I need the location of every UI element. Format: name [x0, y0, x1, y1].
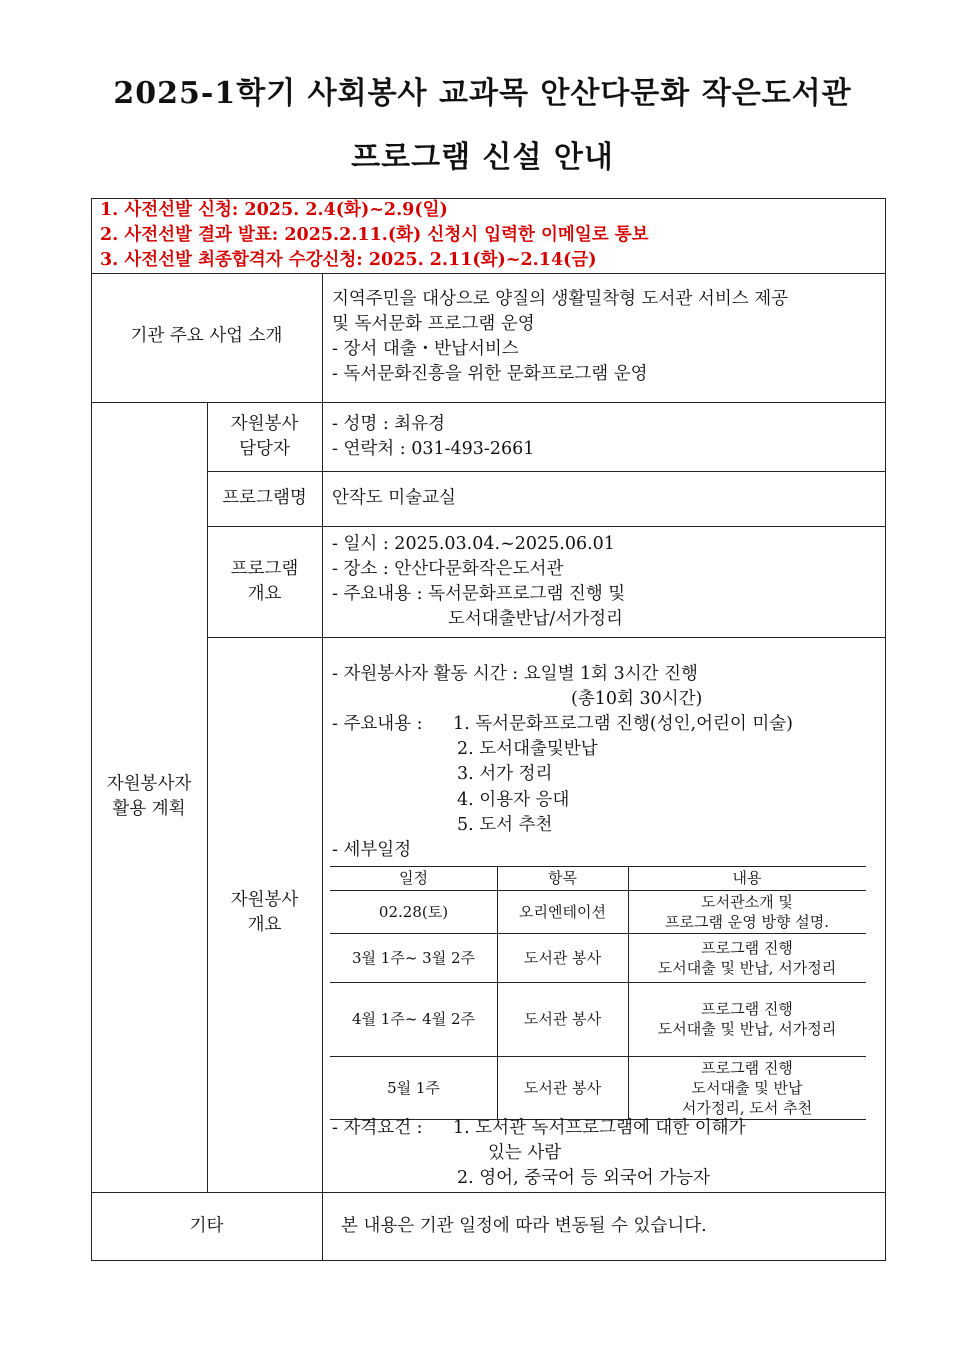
- schedule-date: 02.28(토): [378, 902, 449, 921]
- schedule-date: 5월 1주: [387, 1078, 440, 1097]
- main-content-item: 1. 독서문화프로그램 진행(성인,어린이 미술): [453, 714, 793, 734]
- schedule-table: [330, 866, 866, 1120]
- document-title: 2025-1학기 사회봉사 교과목 안산다문화 작은도서관: [113, 76, 852, 111]
- schedule-content: [628, 982, 866, 1056]
- org-intro-line: 지역주민을 대상으로 양질의 생활밀착형 도서관 서비스 제공: [332, 289, 788, 309]
- schedule-content: [628, 933, 866, 982]
- notice-registration-period: 3. 사전선발 최종합격자 수강신청: 2025. 2.11(화)~2.14(금): [100, 250, 597, 270]
- table-rule: [207, 637, 886, 638]
- activity-total: (총10회 30시간): [571, 689, 703, 709]
- schedule-content-line: 프로그램 진행: [701, 938, 793, 957]
- main-content-item: 3. 서가 정리: [457, 764, 553, 784]
- org-intro-line: - 독서문화진흥을 위한 문화프로그램 운영: [332, 364, 648, 384]
- overview-line: - 일시 : 2025.03.04.~2025.06.01: [332, 534, 615, 554]
- notice-application-period: 1. 사전선발 신청: 2025. 2.4(화)~2.9(일): [100, 200, 448, 220]
- schedule-content-line: 도서대출 및 반납, 서가정리: [657, 958, 837, 977]
- volunteer-overview-label: 개요: [247, 915, 282, 935]
- qualification-label: - 자격요건 :: [332, 1118, 423, 1138]
- overview-line: - 주요내용 : 독서문화프로그램 진행 및: [332, 584, 626, 604]
- schedule-content: [628, 1056, 866, 1119]
- schedule-content-line: 서가정리, 도서 추천: [681, 1098, 813, 1117]
- schedule-header-date: 일정: [399, 869, 428, 887]
- manager-label: 담당자: [239, 439, 290, 459]
- table-rule: [207, 402, 208, 1192]
- main-content-item: 5. 도서 추천: [457, 815, 553, 835]
- etc-label: 기타: [189, 1216, 224, 1236]
- schedule-item: 도서관 봉사: [523, 948, 602, 967]
- schedule-item: 도서관 봉사: [523, 1010, 602, 1028]
- etc-value: 본 내용은 기관 일정에 따라 변동될 수 있습니다.: [341, 1216, 707, 1236]
- schedule-content-line: 도서대출 및 반납: [691, 1078, 803, 1097]
- program-name-label: 프로그램명: [222, 488, 307, 508]
- org-intro-line: 및 독서문화 프로그램 운영: [332, 314, 535, 334]
- table-rule: [91, 1192, 886, 1193]
- schedule-item: 오리엔테이션: [519, 902, 606, 921]
- schedule-label: - 세부일정: [332, 840, 412, 860]
- qualification-item: 2. 영어, 중국어 등 외국어 가능자: [457, 1168, 710, 1188]
- schedule-content: [628, 890, 866, 933]
- plan-label: 자원봉사자: [106, 774, 192, 794]
- schedule-date: 3월 1주~ 3월 2주: [351, 948, 475, 967]
- main-content-label: - 주요내용 :: [332, 714, 423, 734]
- schedule-content-line: 도서관소개 및: [701, 892, 793, 911]
- overview-line: - 장소 : 안산다문화작은도서관: [332, 559, 564, 579]
- volunteer-overview-label: 자원봉사: [230, 890, 299, 910]
- schedule-content-line: 프로그램 진행: [701, 1000, 793, 1018]
- schedule-content-line: 도서대출 및 반납, 서가정리: [657, 1020, 837, 1038]
- org-intro-line: - 장서 대출・반납서비스: [332, 339, 519, 359]
- program-name-value: 안작도 미술교실: [332, 488, 456, 508]
- schedule-item: 도서관 봉사: [523, 1078, 602, 1097]
- overview-label: 프로그램: [230, 559, 299, 579]
- table-rule: [207, 471, 886, 472]
- document-subtitle: 프로그램 신설 안내: [351, 140, 614, 175]
- table-rule: [91, 402, 886, 403]
- schedule-content-line: 프로그램 운영 방향 설명.: [665, 912, 829, 931]
- overview-label: 개요: [247, 584, 282, 604]
- manager-phone: - 연락처 : 031-493-2661: [332, 439, 535, 459]
- overview-line: 도서대출반납/서가정리: [448, 609, 623, 629]
- org-intro-label: 기관 주요 사업 소개: [130, 326, 283, 346]
- qualification-item: 1. 도서관 독서프로그램에 대한 이해가: [453, 1118, 746, 1138]
- table-rule: [91, 273, 886, 274]
- activity-time: - 자원봉사자 활동 시간 : 요일별 1회 3시간 진행: [332, 664, 698, 684]
- table-rule: [322, 273, 323, 1261]
- notice-result-announcement: 2. 사전선발 결과 발표: 2025.2.11.(화) 신청시 입력한 이메일로 통보: [100, 225, 649, 245]
- table-rule: [207, 526, 886, 527]
- manager-label: 자원봉사: [230, 414, 299, 434]
- manager-name: - 성명 : 최유경: [332, 414, 446, 434]
- main-content-item: 2. 도서대출및반납: [457, 739, 598, 759]
- schedule-header-content: 내용: [732, 869, 762, 887]
- schedule-date: 4월 1주~ 4월 2주: [351, 1010, 475, 1028]
- main-content-item: 4. 이용자 응대: [457, 790, 570, 810]
- schedule-header-item: 항목: [548, 869, 577, 887]
- plan-label: 활용 계획: [112, 799, 186, 819]
- qualification-item: 있는 사람: [488, 1143, 562, 1163]
- schedule-content-line: 프로그램 진행: [701, 1058, 793, 1077]
